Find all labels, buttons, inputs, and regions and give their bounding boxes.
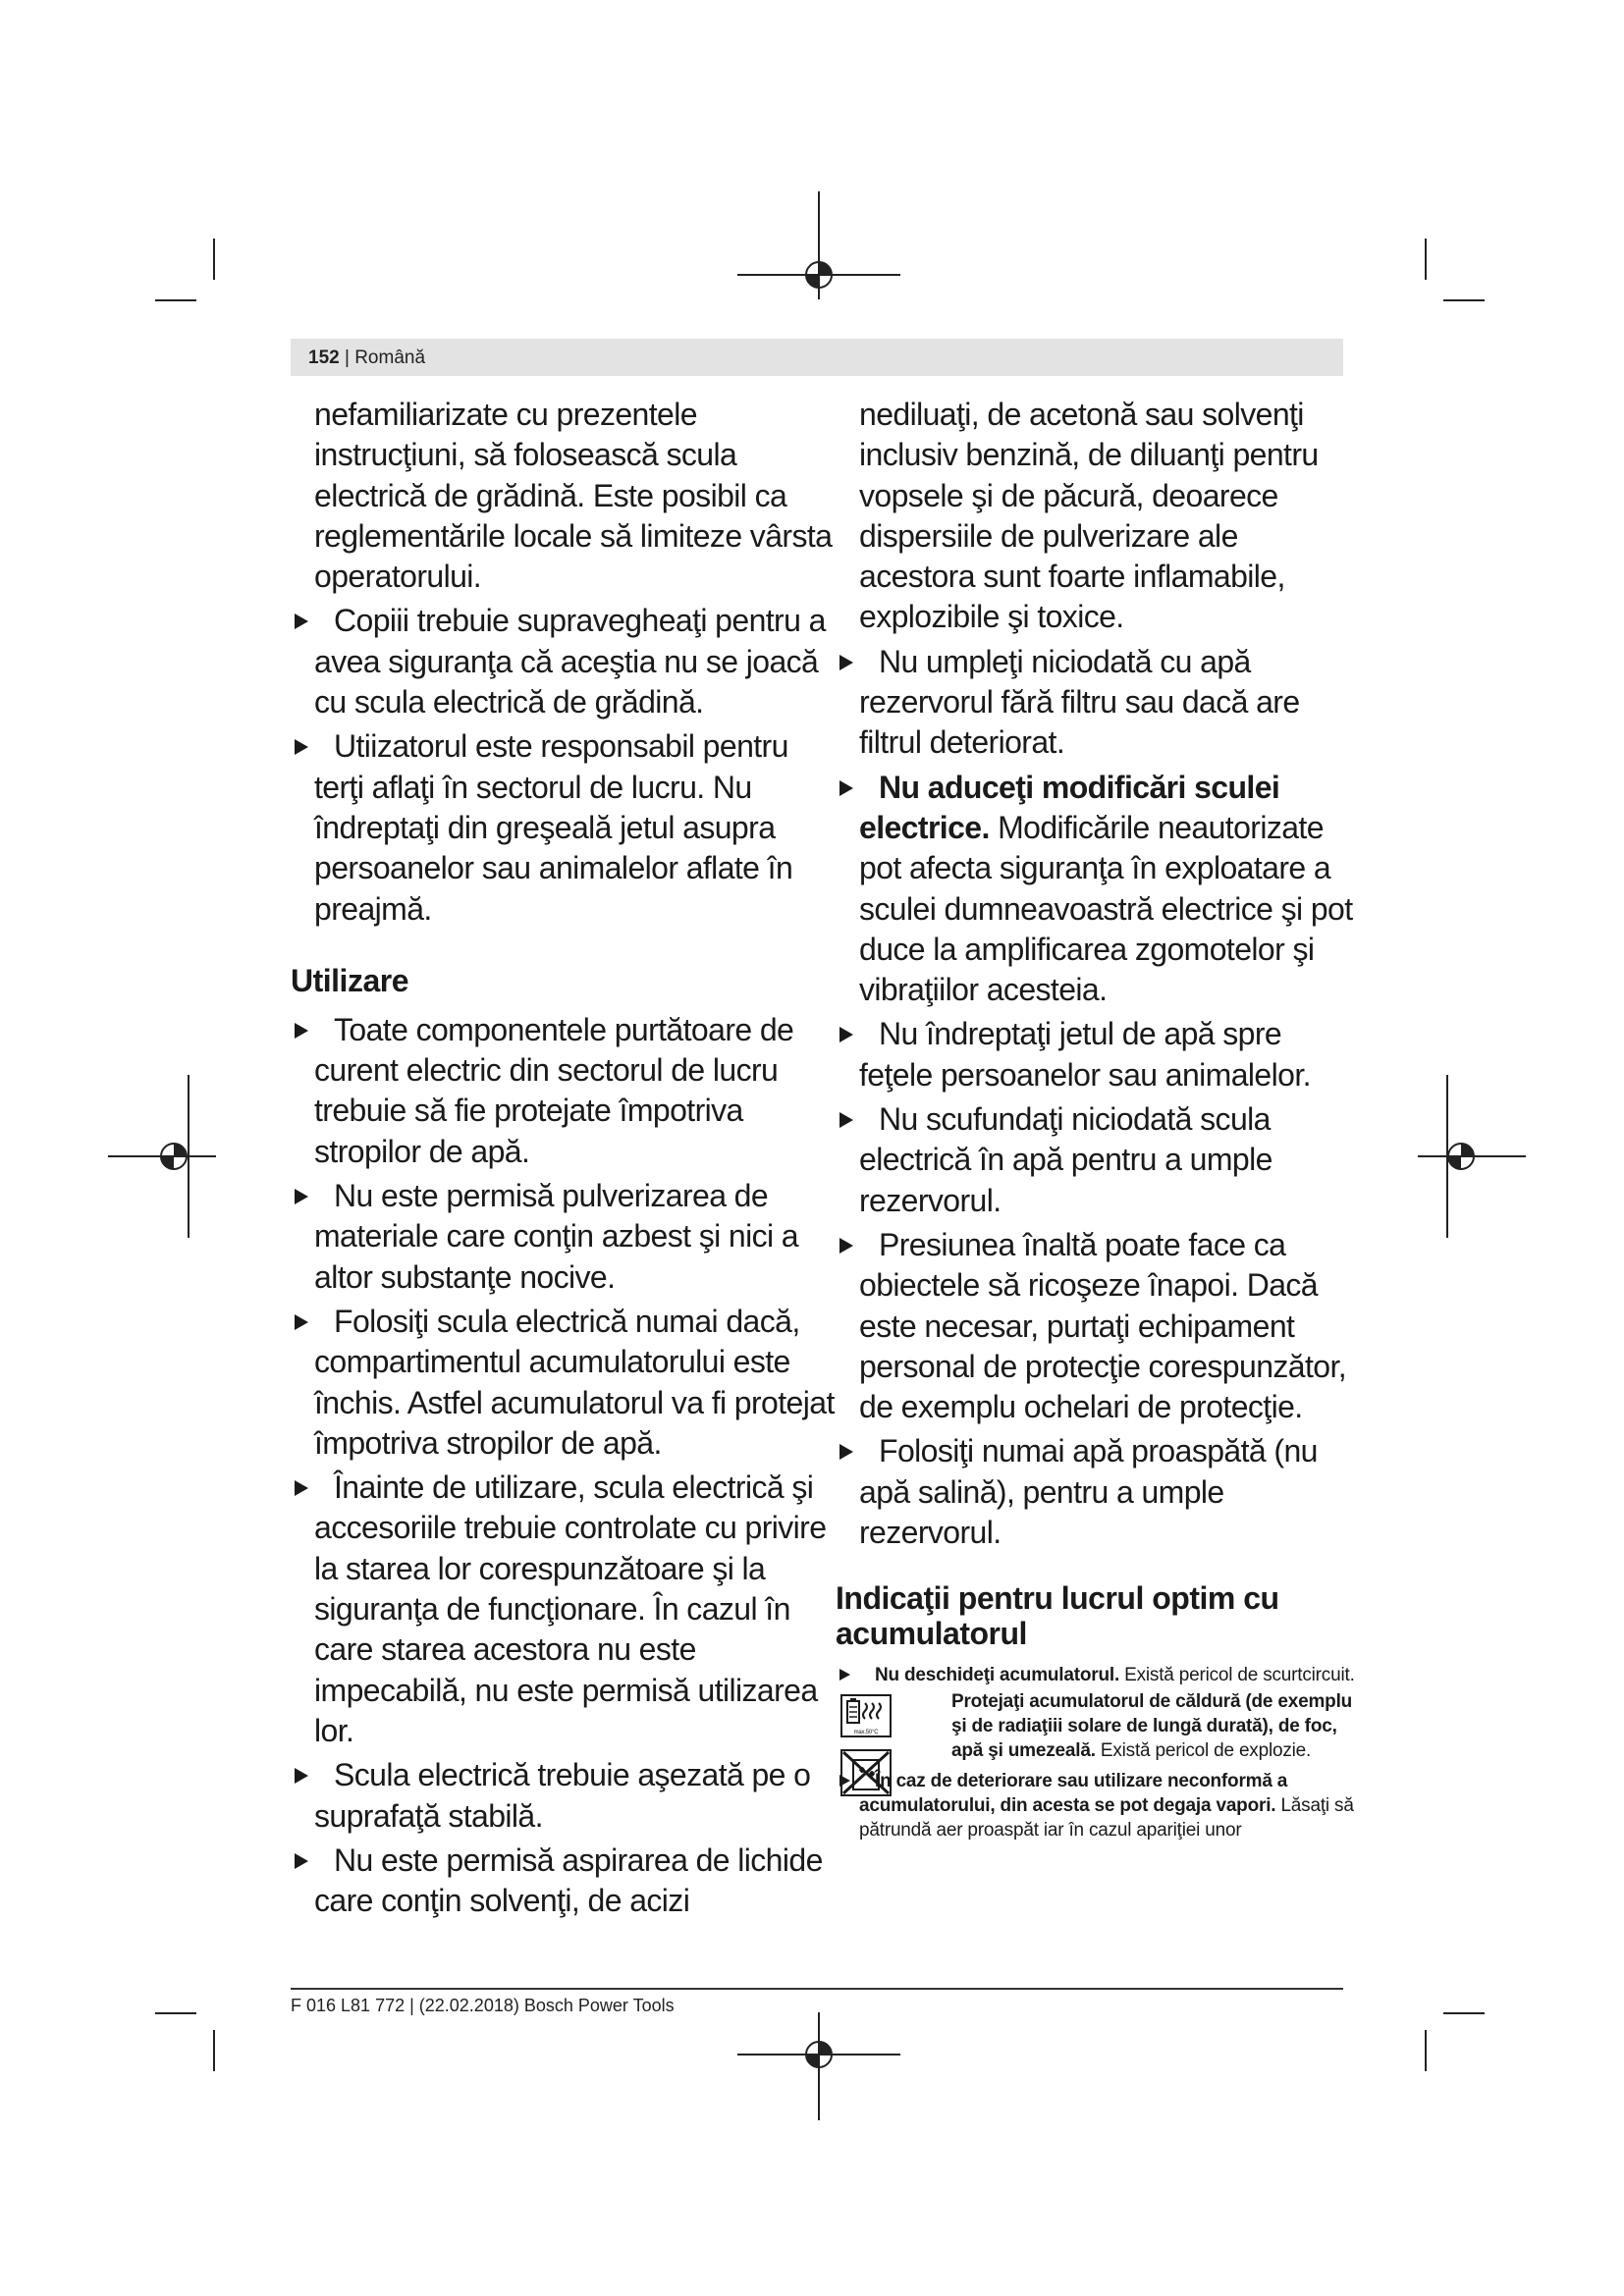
bullet-item: Nu umpleţi niciodată cu apă rezervorul fără filtru sau dacă are filtrul deteriorat. bbox=[836, 642, 1356, 764]
bullet-arrow-icon bbox=[839, 780, 853, 796]
bullet-arrow-icon bbox=[295, 1189, 308, 1204]
crop-mark bbox=[1425, 239, 1427, 280]
crop-mark bbox=[155, 299, 196, 301]
bullet-arrow-icon bbox=[295, 1480, 308, 1496]
bullet-arrow-icon bbox=[295, 739, 308, 755]
icon-label: max.50°C bbox=[853, 1730, 879, 1736]
page-header-bar bbox=[291, 339, 1343, 376]
bullet-item: Utiizatorul este responsabil pentru terţi aflaţi în sectorul de lucru. Nu îndreptaţi din greşeală jetul asupra persoanelor sau animalelor aflate în preajmă. bbox=[291, 726, 837, 929]
paragraph: nediluaţi, de acetonă sau solvenţi inclusiv benzină, de diluanţi pentru vopsele şi de păcură, deoarece dispersiile de pulverizare ale acestora sunt foarte inflamabile, explozibile şi toxice. bbox=[859, 397, 1319, 635]
bullet-item: În caz de deteriorare sau utilizare neconformă a acumulatorului, din acesta se pot degaja vapori. Lăsaţi să pătrundă aer proaspăt iar în cazul apariţiei unor bbox=[836, 1769, 1356, 1842]
header-separator: | bbox=[339, 347, 355, 368]
crop-mark bbox=[155, 2012, 196, 2014]
bullet-arrow-icon bbox=[295, 1768, 308, 1784]
bullet-item: Presiunea înaltă poate face ca obiectele să ricoşeze înapoi. Dacă este necesar, purtaţi echipament personal de protecţie corespunzător, de exemplu ochelari de protecţie. bbox=[836, 1225, 1356, 1427]
bullet-item: Folosiţi scula electrică numai dacă, compartimentul acumulatorului este închis. Astfel acumulatorul va fi protejat împotriva stropilor de apă. bbox=[291, 1302, 837, 1464]
bullet-item: Nu este permisă pulverizarea de materiale care conţin azbest şi nici a altor substanţe nocive. bbox=[291, 1176, 837, 1298]
icon-warning-block bbox=[836, 1689, 1356, 1763]
icon-warning-text: Protejaţi acumulatorul de căldură (de exemplu şi de radiaţiii solare de lungă durată), de foc, apă şi umezeală. Există pericol de explozie. bbox=[951, 1691, 1353, 1762]
left-column bbox=[291, 395, 837, 1921]
bullet-item: Nu este permisă aspirarea de lichide care conţin solvenţi, de acizi bbox=[291, 1841, 837, 1922]
bold-warning: Nu aduceţi modificări sculei electrice. bbox=[859, 769, 1280, 845]
bullet-item: Nu deschideţi acumulatorul. Există pericol de scurtcircuit. bbox=[836, 1663, 1356, 1687]
crop-mark bbox=[213, 2030, 215, 2071]
registration-mark-icon bbox=[802, 258, 836, 292]
crop-mark bbox=[1443, 2012, 1485, 2014]
bullet-item: Toate componentele purtătoare de curent electric din sectorul de lucru trebuie să fie protejate împotriva stropilor de apă. bbox=[291, 1010, 837, 1172]
bullet-arrow-icon bbox=[839, 1444, 853, 1460]
bullet-item: Nu scufundaţi niciodată scula electrică în apă pentru a umple rezervorul. bbox=[836, 1099, 1356, 1221]
crop-mark bbox=[213, 239, 215, 280]
bullet-arrow-icon bbox=[839, 1775, 850, 1787]
bullet-item: Înainte de utilizare, scula electrică şi accesoriile trebuie controlate cu privire la starea lor corespunzătoare şi la siguranţa de funcţionare. În cazul în care starea acestora nu este impecabilă, nu este permisă utilizarea lor. bbox=[291, 1468, 837, 1751]
registration-mark-icon bbox=[1444, 1140, 1478, 1173]
header-language: Română bbox=[354, 347, 426, 368]
bullet-arrow-icon bbox=[295, 1023, 308, 1039]
bullet-arrow-icon bbox=[839, 1238, 853, 1254]
registration-mark-icon bbox=[157, 1140, 190, 1173]
registration-mark-icon bbox=[802, 2038, 836, 2071]
bullet-item: Folosiţi numai apă proaspătă (nu apă salină), pentru a umple rezervorul. bbox=[836, 1431, 1356, 1553]
bullet-arrow-icon bbox=[295, 614, 308, 629]
bullet-arrow-icon bbox=[839, 1112, 853, 1128]
bullet-arrow-icon bbox=[839, 1669, 850, 1681]
battery-heat-icon bbox=[839, 1693, 885, 1738]
bullet-arrow-icon bbox=[295, 1314, 308, 1330]
page-footer: F 016 L81 772 | (22.02.2018) Bosch Power Tools bbox=[291, 1996, 675, 2015]
right-column bbox=[836, 395, 1356, 1842]
bullet-item: Nu aduceţi modificări sculei electrice. Modificările neautorizate pot afecta siguranţa în exploatare a sculei dumneavoastră electrice şi pot duce la amplificarea zgomotelor şi vibraţiilor acesteia. bbox=[836, 768, 1356, 1011]
bullet-item: Scula electrică trebuie aşezată pe o suprafaţă stabilă. bbox=[291, 1755, 837, 1837]
paragraph: nefamiliarizate cu prezentele instrucţiuni, să folosească scula electrică de grădină. Este posibil ca reglementările locale să limiteze vârsta operatorului. bbox=[314, 397, 833, 595]
bullet-item: Copiii trebuie supravegheaţi pentru a avea siguranţa că aceştia nu se joacă cu scula electrică de grădină. bbox=[291, 601, 837, 722]
page-number: 152 bbox=[308, 347, 340, 368]
footer-rule bbox=[291, 1988, 1343, 1990]
section-heading: Indicaţii pentru lucrul optim cu acumulatorul bbox=[836, 1580, 1279, 1652]
section-heading: Utilizare bbox=[291, 962, 408, 998]
battery-notes bbox=[836, 1663, 1356, 1842]
bullet-arrow-icon bbox=[839, 1027, 853, 1042]
bullet-arrow-icon bbox=[295, 1853, 308, 1869]
bullet-arrow-icon bbox=[839, 655, 853, 670]
page-header bbox=[308, 347, 425, 369]
bullet-item: Nu îndreptaţi jetul de apă spre feţele persoanelor sau animalelor. bbox=[836, 1014, 1356, 1095]
crop-mark bbox=[1443, 299, 1485, 301]
crop-mark bbox=[1425, 2030, 1427, 2071]
